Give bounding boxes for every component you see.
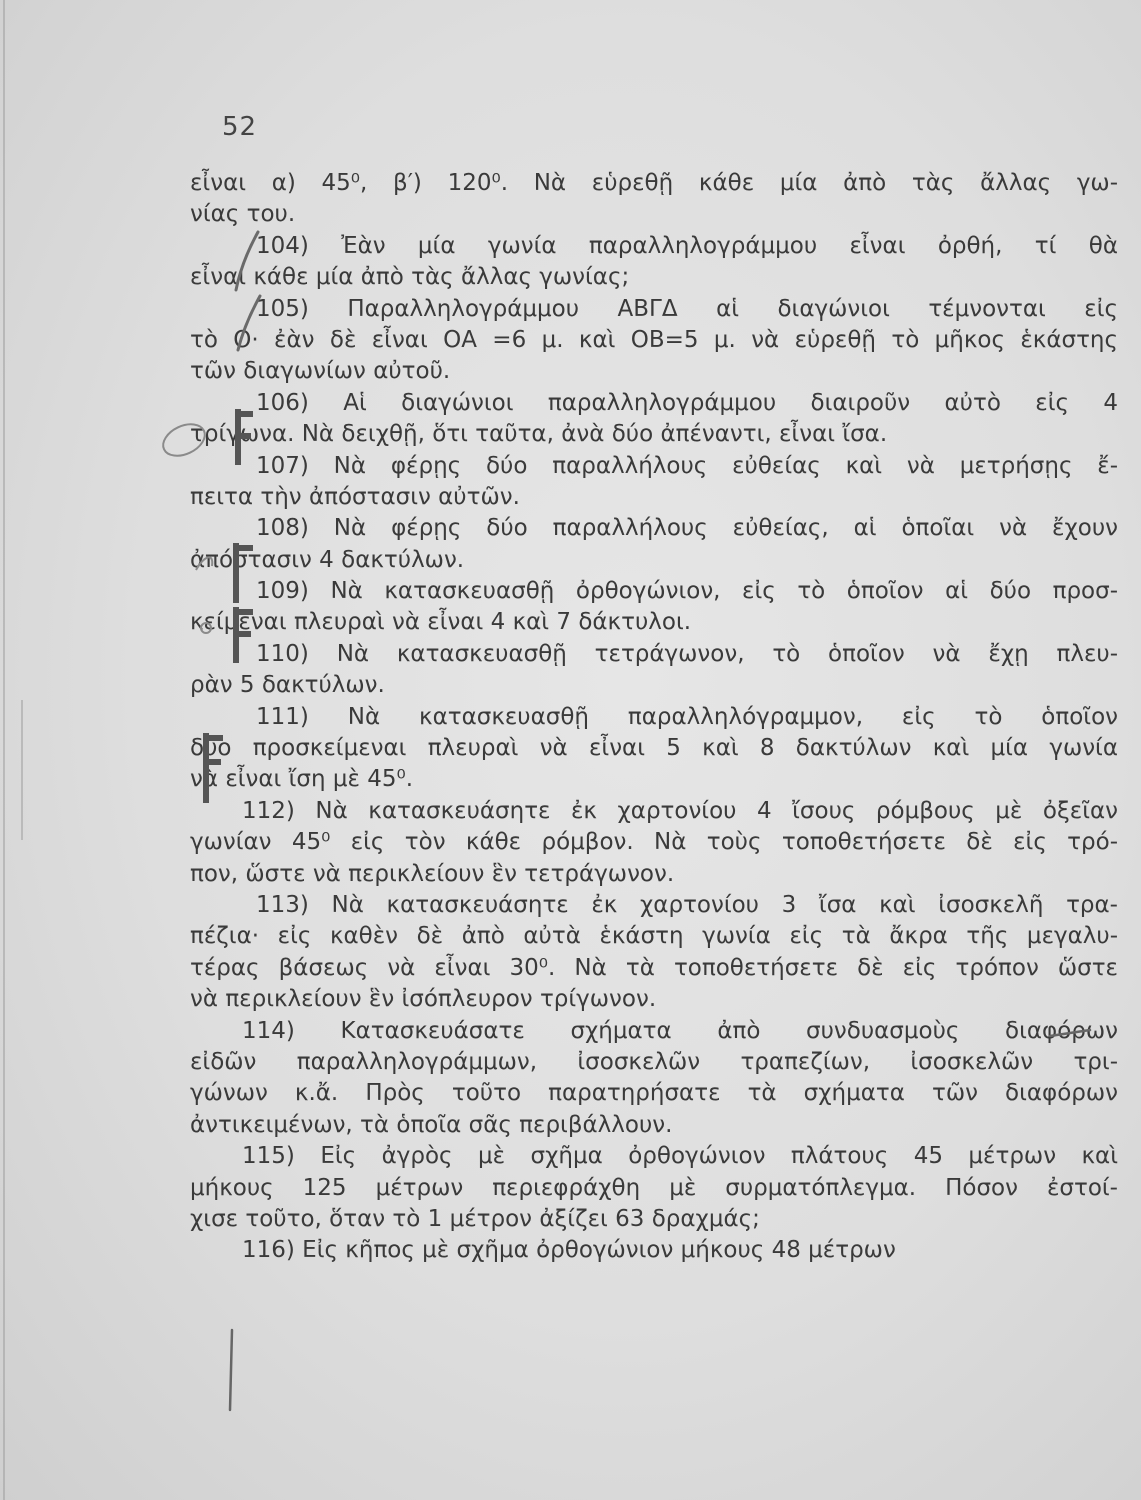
text-line: εἰδῶν παραλληλογράμμων, ἰσοσκελῶν τραπεζίων, ἰσοσκελῶν τρι- bbox=[190, 1048, 1118, 1075]
text-line: τρίγωνα. Νὰ δειχθῇ, ὅτι ταῦτα, ἀνὰ δύο ἀπέναντι, εἶναι ἴσα. bbox=[190, 421, 888, 448]
text-line: ρὰν 5 δακτύλων. bbox=[190, 672, 385, 699]
text-line: 113) Νὰ κατασκευάσητε ἐκ χαρτονίου 3 ἴσα καὶ ἰσοσκελῆ τρα- bbox=[256, 891, 1118, 918]
text-line: 107) Νὰ φέρῃς δύο παραλλήλους εὐθείας καὶ νὰ μετρήσῃς ἔ- bbox=[256, 452, 1118, 479]
text-line: τὸ Ο· ἐὰν δὲ εἶναι ΟΑ =6 μ. καὶ ΟΒ=5 μ. νὰ εὑρεθῇ τὸ μῆκος ἑκάστης bbox=[190, 326, 1118, 353]
text-line: νίας του. bbox=[190, 201, 296, 228]
text-line: τῶν διαγωνίων αὐτοῦ. bbox=[190, 358, 451, 385]
text-line: δύο προσκείμεναι πλευραὶ νὰ εἶναι 5 καὶ 8 δακτύλων καὶ μία γωνία bbox=[190, 735, 1118, 762]
text-line: ἀντικειμένων, τὰ ὁποῖα σᾶς περιβάλλουν. bbox=[190, 1111, 673, 1138]
text-line: 110) Νὰ κατασκευασθῇ τετράγωνον, τὸ ὁποῖον νὰ ἔχῃ πλευ- bbox=[256, 640, 1118, 667]
text-line: πειτα τὴν ἀπόστασιν αὐτῶν. bbox=[190, 483, 520, 510]
text-line: 105) Παραλληλογράμμου ΑΒΓΔ αἱ διαγώνιοι τέμνονται εἰς bbox=[256, 295, 1118, 322]
text-line: 115) Εἰς ἀγρὸς μὲ σχῆμα ὀρθογώνιον πλάτους 45 μέτρων καὶ bbox=[242, 1143, 1118, 1170]
text-line: μήκους 125 μέτρων περιεφράχθη μὲ συρματόπλεγμα. Πόσον ἐστοί- bbox=[190, 1174, 1118, 1201]
text-line: χισε τοῦτο, ὅταν τὸ 1 μέτρον ἀξίζει 63 δραχμάς; bbox=[190, 1205, 760, 1232]
text-body bbox=[190, 168, 1118, 1267]
text-line: 106) Αἱ διαγώνιοι παραλληλογράμμου διαιροῦν αὐτὸ εἰς 4 bbox=[256, 389, 1118, 416]
text-line: 108) Νὰ φέρῃς δύο παραλλήλους εὐθείας, αἱ ὁποῖαι νὰ ἔχουν bbox=[256, 515, 1118, 542]
text-line: γωνίαν 45⁰ εἰς τὸν κάθε ρόμβον. Νὰ τοὺς τοποθετήσετε δὲ εἰς τρό- bbox=[190, 829, 1118, 856]
text-line: πον, ὥστε νὰ περικλείουν ἓν τετράγωνον. bbox=[190, 860, 675, 887]
text-line: 114) Κατασκευάσατε σχήματα ἀπὸ συνδυασμοὺς διαφόρων bbox=[242, 1017, 1118, 1044]
text-line: 111) Νὰ κατασκευασθῇ παραλληλόγραμμον, εἰς τὸ ὁποῖον bbox=[256, 703, 1118, 730]
text-line: 112) Νὰ κατασκευάσητε ἐκ χαρτονίου 4 ἴσους ρόμβους μὲ ὀξεῖαν bbox=[242, 797, 1118, 824]
text-line: εἶναι α) 45⁰, β′) 120⁰. Νὰ εὑρεθῇ κάθε μία ἀπὸ τὰς ἄλλας γω- bbox=[190, 170, 1118, 196]
text-line: νὰ εἶναι ἴση μὲ 45⁰. bbox=[190, 766, 414, 793]
margin-line bbox=[230, 1330, 232, 1410]
text-line: εἶναι κάθε μία ἀπὸ τὰς ἄλλας γωνίας; bbox=[190, 264, 630, 291]
text-line: κείμεναι πλευραὶ νὰ εἶναι 4 καὶ 7 δάκτυλοι. bbox=[190, 609, 692, 636]
text-line: πέζια· εἰς καθὲν δὲ ἀπὸ αὐτὰ ἑκάστη γωνία εἰς τὰ ἄκρα τῆς μεγαλυ- bbox=[190, 923, 1118, 950]
text-line: τέρας βάσεως νὰ εἶναι 30⁰. Νὰ τὰ τοποθετήσετε δὲ εἰς τρόπον ὥστε bbox=[190, 954, 1118, 981]
text-line: 116) Εἰς κῆπος μὲ σχῆμα ὀρθογώνιον μήκους 48 μέτρων bbox=[242, 1237, 896, 1264]
text-line: 104) Ἐὰν μία γωνία παραλληλογράμμου εἶναι ὀρθή, τί θὰ bbox=[256, 232, 1118, 259]
text-line: 109) Νὰ κατασκευασθῇ ὀρθογώνιον, εἰς τὸ ὁποῖον αἱ δύο προσ- bbox=[256, 578, 1118, 605]
page-number: 52 bbox=[222, 112, 258, 142]
text-line: νὰ περικλείουν ἓν ἰσόπλευρον τρίγωνον. bbox=[190, 986, 657, 1013]
text-line: ἀπόστασιν 4 δακτύλων. bbox=[190, 546, 465, 573]
text-line: γώνων κ.ἄ. Πρὸς τοῦτο παρατηρήσατε τὰ σχήματα τῶν διαφόρων bbox=[190, 1080, 1118, 1107]
